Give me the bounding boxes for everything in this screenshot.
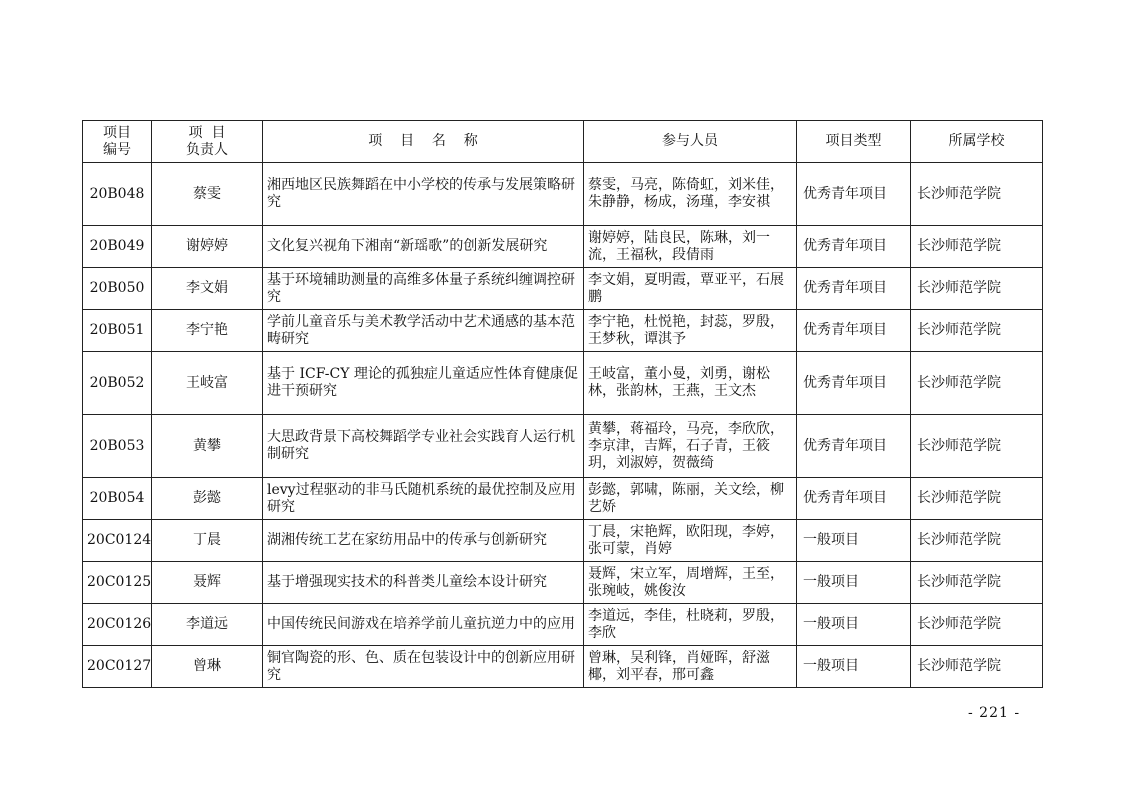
cell-members: 丁晨，宋艳辉，欧阳现，李婷，张可蒙，肖婷 bbox=[584, 520, 797, 562]
header-id: 项目 编号 bbox=[83, 121, 152, 163]
cell-name: 大思政背景下高校舞蹈学专业社会实践育人运行机制研究 bbox=[263, 415, 584, 478]
project-table-container bbox=[82, 120, 1042, 688]
cell-school: 长沙师范学院 bbox=[911, 415, 1043, 478]
table-row bbox=[83, 646, 1043, 688]
table-row bbox=[83, 415, 1043, 478]
cell-members: 李文娟，夏明霞，覃亚平，石展鹏 bbox=[584, 268, 797, 310]
cell-id: 20C0127 bbox=[83, 646, 152, 688]
cell-id: 20B054 bbox=[83, 478, 152, 520]
cell-leader: 聂辉 bbox=[152, 562, 263, 604]
cell-id: 20B052 bbox=[83, 352, 152, 415]
cell-members: 李道远，李佳，杜晓莉，罗殷，李欣 bbox=[584, 604, 797, 646]
cell-school: 长沙师范学院 bbox=[911, 352, 1043, 415]
header-type: 项目类型 bbox=[797, 121, 911, 163]
header-name: 项 目 名 称 bbox=[263, 121, 584, 163]
table-row bbox=[83, 520, 1043, 562]
cell-name: 湘西地区民族舞蹈在中小学校的传承与发展策略研究 bbox=[263, 163, 584, 226]
cell-leader: 谢婷婷 bbox=[152, 226, 263, 268]
table-row bbox=[83, 604, 1043, 646]
table-header-row bbox=[83, 121, 1043, 163]
cell-members: 蔡雯，马亮，陈倚虹，刘米佳，朱静静，杨成，汤瑾，李安祺 bbox=[584, 163, 797, 226]
cell-name: 湖湘传统工艺在家纺用品中的传承与创新研究 bbox=[263, 520, 584, 562]
cell-id: 20B051 bbox=[83, 310, 152, 352]
cell-type: 优秀青年项目 bbox=[797, 226, 911, 268]
cell-members: 彭懿，郭啸，陈丽，关文绘，柳艺娇 bbox=[584, 478, 797, 520]
cell-school: 长沙师范学院 bbox=[911, 520, 1043, 562]
cell-type: 一般项目 bbox=[797, 646, 911, 688]
cell-name: 基于 ICF-CY 理论的孤独症儿童适应性体育健康促进干预研究 bbox=[263, 352, 584, 415]
cell-id: 20B048 bbox=[83, 163, 152, 226]
cell-name: 中国传统民间游戏在培养学前儿童抗逆力中的应用 bbox=[263, 604, 584, 646]
cell-id: 20C0124 bbox=[83, 520, 152, 562]
cell-leader: 丁晨 bbox=[152, 520, 263, 562]
table-row bbox=[83, 310, 1043, 352]
cell-id: 20C0125 bbox=[83, 562, 152, 604]
table-row bbox=[83, 352, 1043, 415]
cell-type: 一般项目 bbox=[797, 562, 911, 604]
cell-id: 20B050 bbox=[83, 268, 152, 310]
table-row bbox=[83, 268, 1043, 310]
cell-leader: 曾琳 bbox=[152, 646, 263, 688]
cell-type: 一般项目 bbox=[797, 604, 911, 646]
cell-school: 长沙师范学院 bbox=[911, 562, 1043, 604]
cell-leader: 蔡雯 bbox=[152, 163, 263, 226]
cell-type: 优秀青年项目 bbox=[797, 163, 911, 226]
cell-leader: 李宁艳 bbox=[152, 310, 263, 352]
table-row bbox=[83, 478, 1043, 520]
cell-leader: 李道远 bbox=[152, 604, 263, 646]
cell-type: 优秀青年项目 bbox=[797, 310, 911, 352]
cell-members: 聂辉，宋立军，周增辉，王至，张琬岐，姚俊汝 bbox=[584, 562, 797, 604]
cell-id: 20B053 bbox=[83, 415, 152, 478]
cell-id: 20C0126 bbox=[83, 604, 152, 646]
table-row bbox=[83, 226, 1043, 268]
table-row bbox=[83, 562, 1043, 604]
cell-id: 20B049 bbox=[83, 226, 152, 268]
cell-school: 长沙师范学院 bbox=[911, 226, 1043, 268]
cell-members: 李宁艳，杜悦艳，封蕊，罗殷，王梦秋，谭淇予 bbox=[584, 310, 797, 352]
cell-school: 长沙师范学院 bbox=[911, 604, 1043, 646]
cell-school: 长沙师范学院 bbox=[911, 646, 1043, 688]
cell-school: 长沙师范学院 bbox=[911, 310, 1043, 352]
cell-name: 基于增强现实技术的科普类儿童绘本设计研究 bbox=[263, 562, 584, 604]
header-leader: 项 目 负责人 bbox=[152, 121, 263, 163]
cell-members: 黄攀，蒋福玲，马亮，李欣欣，李京津，吉辉，石子青，王筱玥，刘淑婷，贺薇绮 bbox=[584, 415, 797, 478]
cell-type: 优秀青年项目 bbox=[797, 352, 911, 415]
cell-leader: 彭懿 bbox=[152, 478, 263, 520]
cell-type: 一般项目 bbox=[797, 520, 911, 562]
cell-members: 王岐富，董小曼，刘勇，谢松林，张韵林，王燕，王文杰 bbox=[584, 352, 797, 415]
table-row bbox=[83, 163, 1043, 226]
cell-leader: 黄攀 bbox=[152, 415, 263, 478]
cell-name: levy过程驱动的非马氏随机系统的最优控制及应用研究 bbox=[263, 478, 584, 520]
cell-school: 长沙师范学院 bbox=[911, 268, 1043, 310]
cell-name: 文化复兴视角下湘南“新瑶歌”的创新发展研究 bbox=[263, 226, 584, 268]
cell-type: 优秀青年项目 bbox=[797, 478, 911, 520]
project-table bbox=[82, 120, 1043, 688]
cell-members: 曾琳，吴利锋，肖娅晖，舒滋椰，刘平春，邢可鑫 bbox=[584, 646, 797, 688]
cell-leader: 王岐富 bbox=[152, 352, 263, 415]
cell-school: 长沙师范学院 bbox=[911, 478, 1043, 520]
cell-type: 优秀青年项目 bbox=[797, 415, 911, 478]
cell-school: 长沙师范学院 bbox=[911, 163, 1043, 226]
cell-members: 谢婷婷，陆良民，陈琳，刘一流，王福秋，段倩雨 bbox=[584, 226, 797, 268]
page-number: - 221 - bbox=[968, 705, 1021, 721]
header-members: 参与人员 bbox=[584, 121, 797, 163]
cell-name: 学前儿童音乐与美术教学活动中艺术通感的基本范畴研究 bbox=[263, 310, 584, 352]
cell-leader: 李文娟 bbox=[152, 268, 263, 310]
header-school: 所属学校 bbox=[911, 121, 1043, 163]
cell-name: 铜官陶瓷的形、色、质在包装设计中的创新应用研究 bbox=[263, 646, 584, 688]
cell-name: 基于环境辅助测量的高维多体量子系统纠缠调控研究 bbox=[263, 268, 584, 310]
cell-type: 优秀青年项目 bbox=[797, 268, 911, 310]
